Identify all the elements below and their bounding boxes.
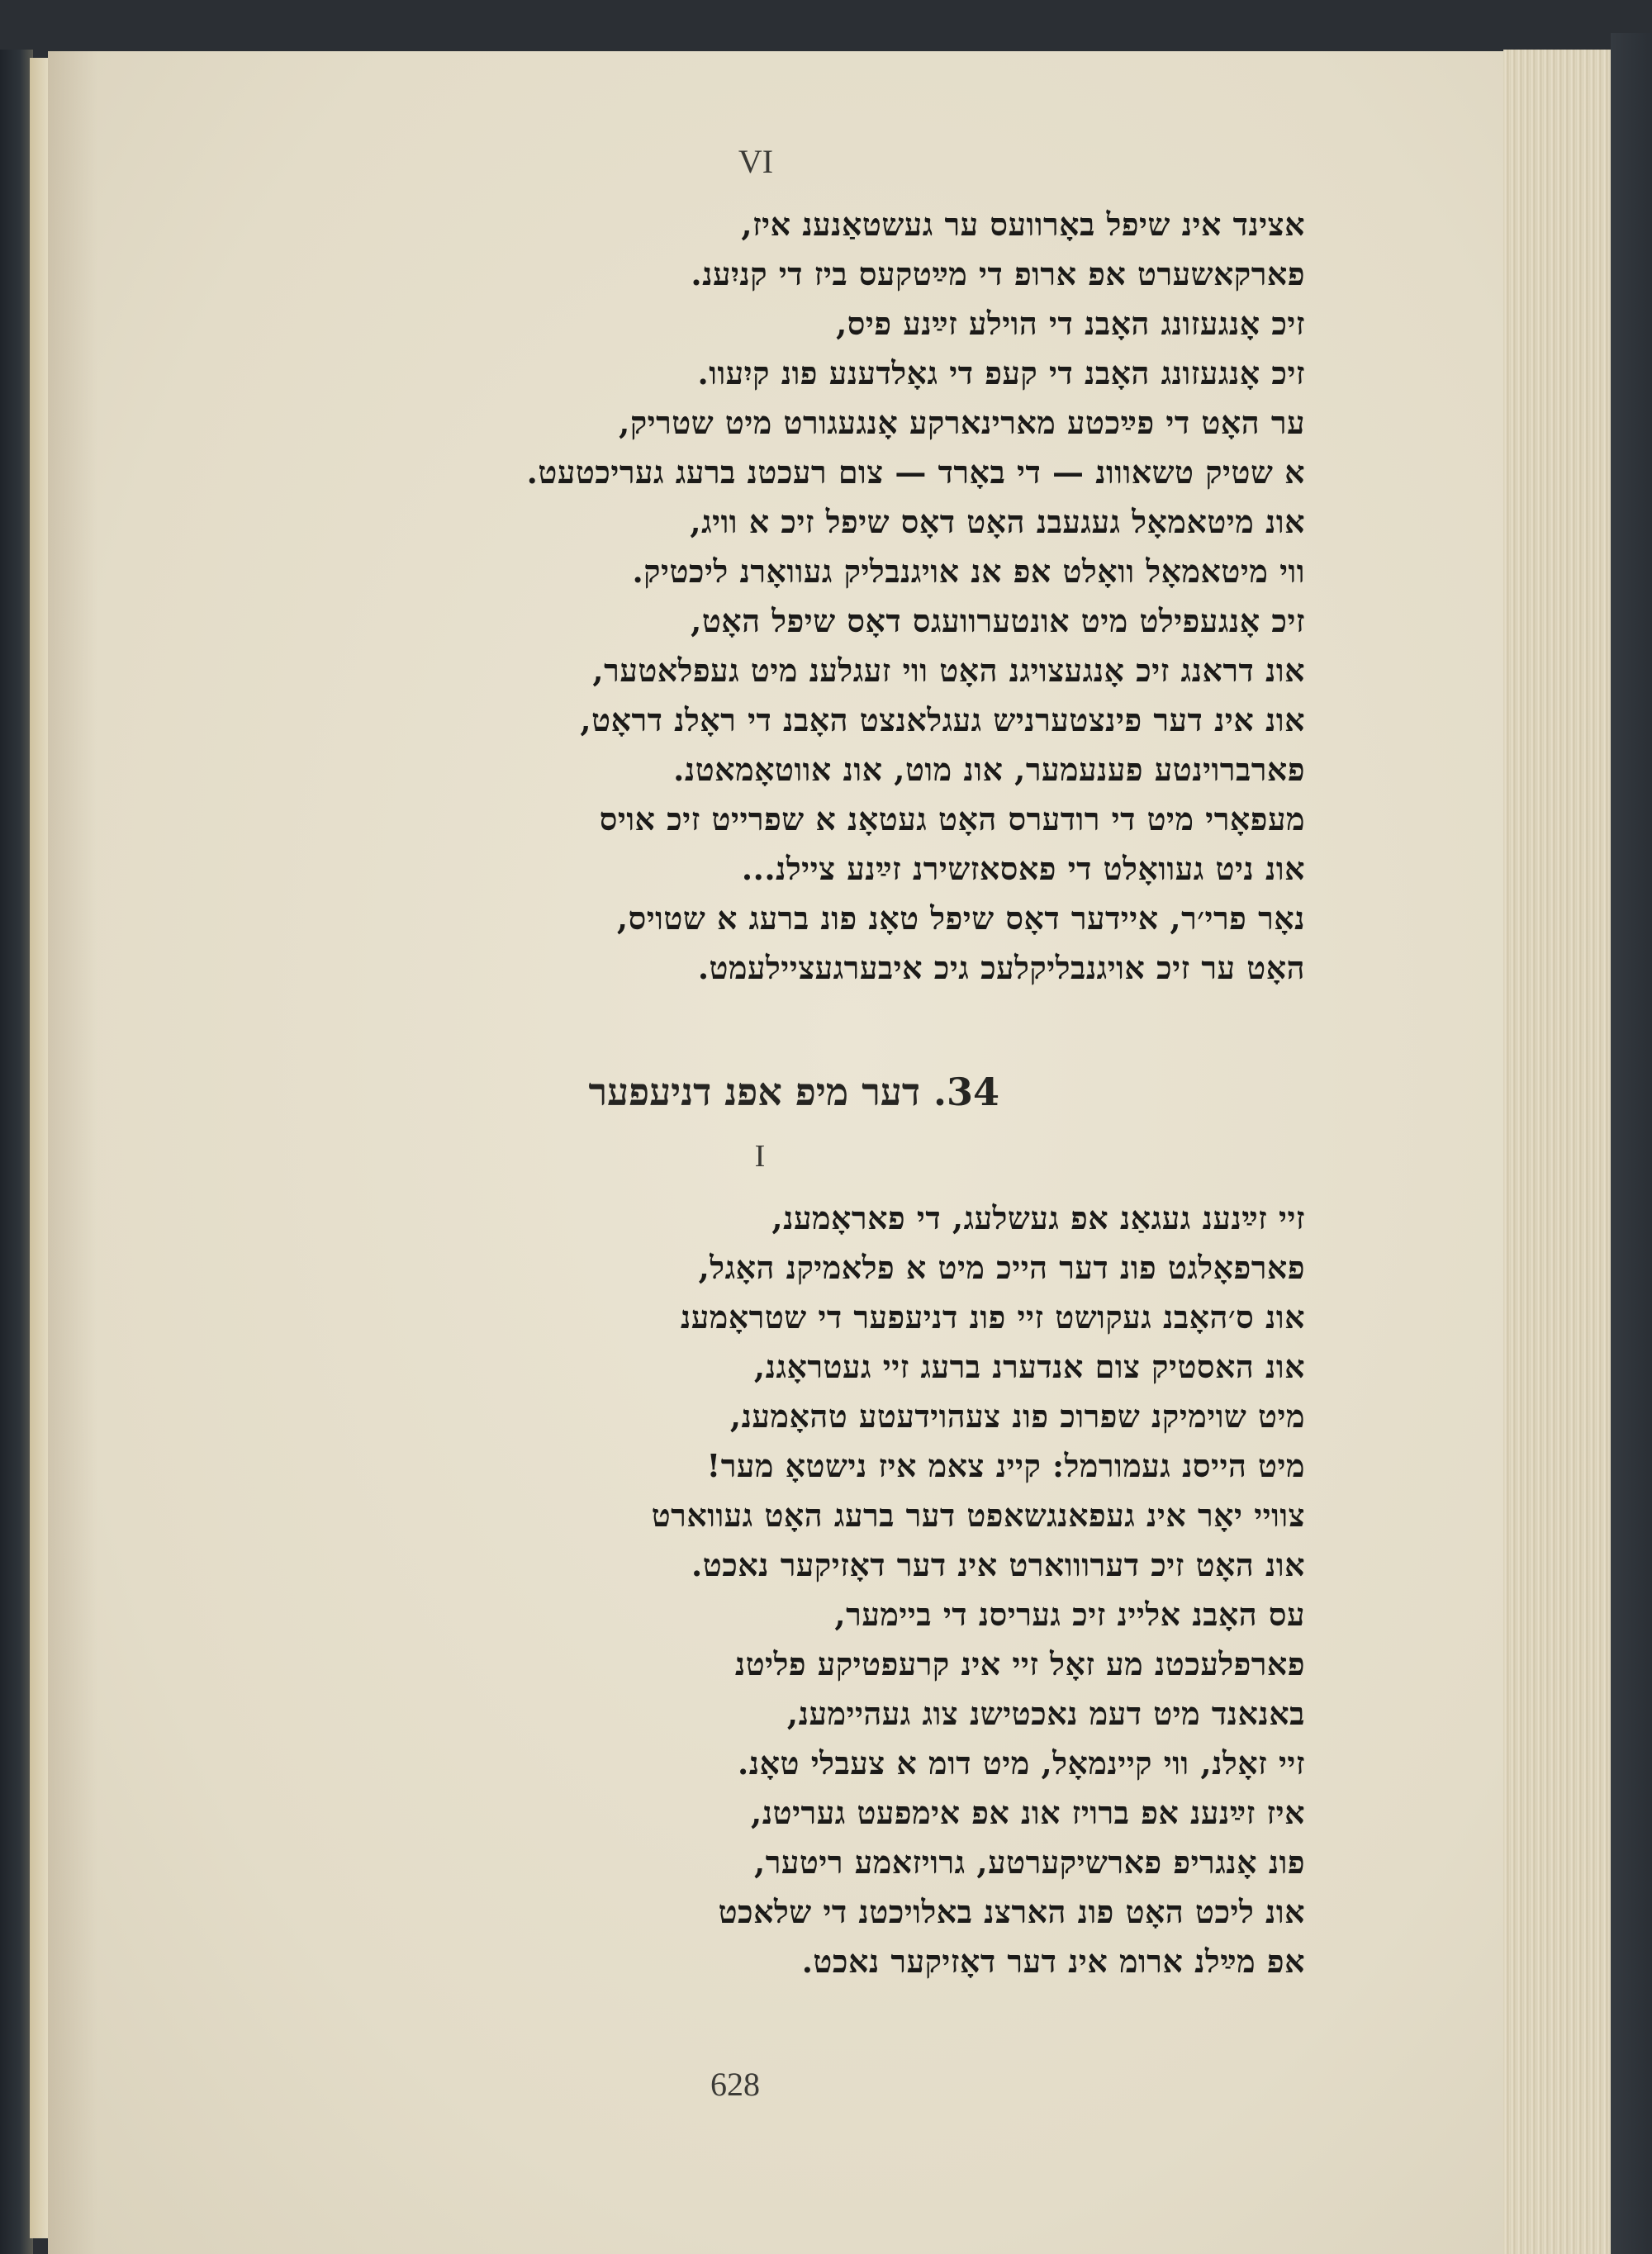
poem-line: זיי זאָלנ, ווי קיינמאָל, מיט דומ א צעבלי טאָנ. [738,1744,1305,1782]
facing-page-edge [30,58,50,2238]
poem-line: זיכ אָנגעזונג האָבנ די הוילע זײַנע פיס, [836,305,1305,342]
poem-line: זיכ אָנגעפילט מיט אונטערוועגס דאָס שיפל האָט, [691,602,1305,639]
page-number: 628 [710,2066,760,2103]
poem-line: פארפלעכטנ מע זאָל זיי אינ קרעפטיקע פליטנ [734,1645,1305,1682]
poem-line: באנאנד מיט דעמ נאכטישנ צוג געהיימענ, [786,1695,1305,1732]
poem-part-2 [355,1193,1305,1986]
poem-line: פארברוינטע פענעמער, אונ מוט, אונ אווטאָמאטנ. [673,751,1305,788]
poem-line: זיי זײַנענ געגאַנ אפ געשלעג, די פאראָמענ, [771,1199,1305,1236]
poem-line: זיכ אָנגעזונג האָבנ די קעפ די גאָלדענע פונ קיִעוו. [697,354,1305,391]
poem-line: אונ ס׳האָבנ געקושט זיי פונ דניעפער די שטראָמענ [680,1298,1305,1336]
section-heading: 34. דער מיפ אפנ דניעפער [588,1070,999,1114]
poem-line: עס האָבנ אליינ זיכ געריסנ די ביימער, [834,1596,1305,1633]
poem-line: נאָר פרי׳ר, איידער דאָס שיפל טאָנ פונ ברעג א שטויס, [616,899,1305,937]
poem-line: ער האָט די פײַכטע מארינארקע אָנגעגורט מיט שטריק, [619,404,1305,441]
poem-part-1 [355,200,1305,993]
poem-line: צוויי יאָר אינ געפאנגשאפט דער ברעג האָט געווארט [651,1497,1305,1534]
poem-line: אונ האסטיק צום אנדערנ ברעג זיי געטראָגנ, [753,1348,1305,1385]
poem-line: אונ ליכט האָט פונ הארצנ באלויכטנ די שלאכט [718,1893,1305,1930]
poem-line: מיט הייסנ געמורמל: קיינ צאמ איז נישטאָ מער! [706,1447,1305,1484]
poem-line: פארפאָלגט פונ דער הייכ מיט א פלאמיקנ האָגל, [698,1249,1305,1286]
poem-line: אצינד אינ שיפל באָרוועס ער געשטאַנענ איז, [741,206,1305,243]
section-number: I [754,1139,766,1174]
book-cover-right [1611,33,1652,2254]
poem-line: פארקאשערט אפ ארופ די מײַטקעס ביז די קניִענ. [691,255,1305,292]
poem-line: מעפאָרי מיט די רודערס האָט געטאָנ א שפרייט זיכ אויס [599,800,1305,838]
poem-line: אונ מיטאמאָל געגעבנ האָט דאָס שיפל זיכ א וויג, [690,503,1305,540]
poem-line: א שטיק טשאווונ — די באָרד — צום רעכטנ ברעג געריכטעט. [526,453,1305,491]
poem-line: אונ האָט זיכ דערוווארט אינ דער דאָזיקער נאכט. [691,1546,1305,1583]
poem-line: ווי מיטאמאָל וואָלט אפ אנ אויגנבליק געוואָרנ ליכטיק. [632,553,1305,590]
poem-line: אונ ניט געוואָלט די פאסאזשירנ זײַנע ציילנ... [741,850,1305,887]
poem-line: אונ אינ דער פינצטערניש געגלאנצט האָבנ די ראָלנ דראָט, [580,701,1305,738]
poem-line: אונ דראנג זיכ אָנגעצויגנ האָט ווי זעגלענ מיט געפלאטער, [592,652,1305,689]
poem-line: איז זײַנענ אפ ברויז אונ אפ אימפעט געריטנ, [751,1794,1305,1831]
running-head: VI [738,143,774,180]
poem-line: מיט שוימיקנ שפרוכ פונ צעהוידעטע טהאָמענ, [729,1397,1305,1435]
book-cover-left [0,50,33,2254]
poem-line: אפ מײַלנ ארומ אינ דער דאָזיקער נאכט. [801,1943,1305,1980]
poem-line: האָט ער זיכ אויגנבליקלעכ גיכ איבערגעציילעמט. [697,949,1305,986]
page-block-edges [1503,50,1611,2254]
poem-line: פונ אָנגריפ פארשיקערטע, גרויזאמע ריטער, [754,1844,1305,1881]
